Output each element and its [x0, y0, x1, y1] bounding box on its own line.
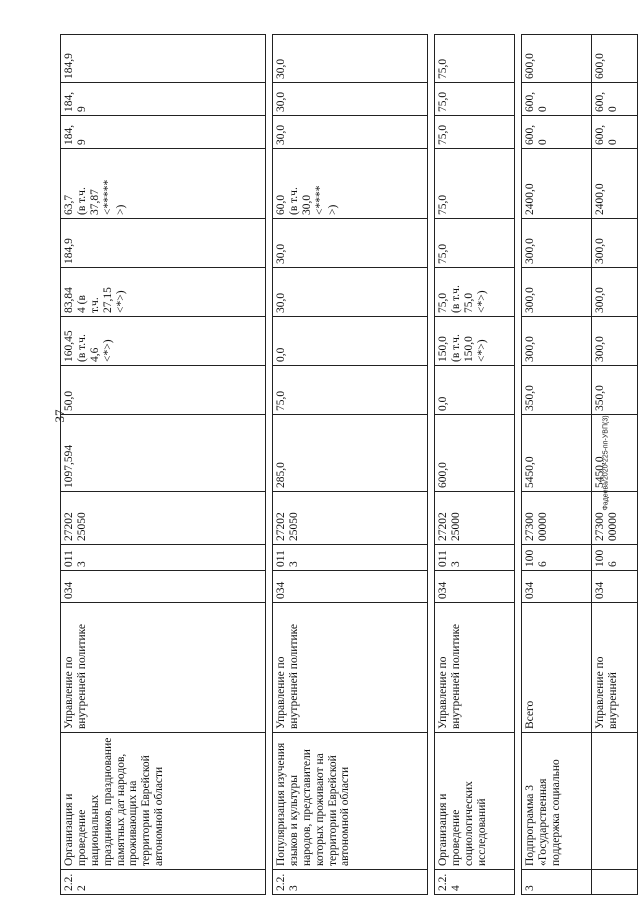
table-cell: 600, 0	[592, 116, 638, 149]
table-cell: 600,0	[522, 35, 592, 83]
table-cell: 600, 0	[522, 116, 592, 149]
table-cell: 184, 9	[61, 116, 266, 149]
table-cell: Организация и проведение национальных праздников, празднование памятных дат народов, проживающих на территории Еврейской автономной области	[61, 733, 266, 870]
table-cell: 300,0	[522, 219, 592, 268]
table-cell: 63,7 (в т.ч. 37,87 <***** >)	[61, 149, 266, 219]
separator-cell	[428, 35, 435, 895]
table-cell: 30,0	[273, 35, 428, 83]
table-cell: 184,9	[61, 219, 266, 268]
table-cell: 100 6	[592, 545, 638, 571]
table-cell: 300,0	[592, 317, 638, 366]
table-cell: 285,0	[273, 415, 428, 492]
footer-code: Фадеева/2020-225-пп-УВП(3)	[602, 414, 610, 511]
table-cell: Управление по внутренней политике	[435, 603, 515, 733]
table-cell: 50,0	[61, 366, 266, 415]
table-cell: 034	[592, 571, 638, 603]
table-cell: 2.2. 3	[273, 870, 428, 895]
separator-cell	[515, 35, 522, 895]
table-cell: 150,0 (в т.ч. 150,0 <*>)	[435, 317, 515, 366]
table-cell: Всего	[522, 603, 592, 733]
table-cell: 184,9	[61, 35, 266, 83]
table-cell: 30,0	[273, 268, 428, 317]
table-cell: 5450,0	[522, 415, 592, 492]
table-cell: Управление по внутренней политике	[273, 603, 428, 733]
table-cell: Организация и проведение социологических исследований	[435, 733, 515, 870]
table-cell: 100 6	[522, 545, 592, 571]
table-cell: 2400,0	[522, 149, 592, 219]
page-number: 37	[52, 409, 67, 423]
table-row	[435, 35, 515, 895]
row-separator	[515, 35, 522, 895]
table-cell: 30,0	[273, 116, 428, 149]
table-cell: 034	[435, 571, 515, 603]
table-row	[522, 35, 592, 895]
table-cell: 300,0	[592, 268, 638, 317]
table-cell: 2.2. 4	[435, 870, 515, 895]
table-row	[273, 35, 428, 895]
table-cell: 600,0	[592, 35, 638, 83]
table-cell: 350,0	[592, 366, 638, 415]
table-cell: 75,0	[273, 366, 428, 415]
table-cell: 600, 0	[592, 83, 638, 116]
table-cell: 1097,594	[61, 415, 266, 492]
table-cell: 75,0	[435, 35, 515, 83]
table-cell: 300,0	[522, 268, 592, 317]
footer	[596, 30, 616, 895]
table-cell: 011 3	[61, 545, 266, 571]
table-cell: 75,0	[435, 116, 515, 149]
table-cell: 2.2. 2	[61, 870, 266, 895]
table-cell: 27202 25050	[273, 492, 428, 545]
table-cell: 0,0	[273, 317, 428, 366]
table-cell: 2400,0	[592, 149, 638, 219]
row-separator	[266, 35, 273, 895]
table-cell: 600, 0	[522, 83, 592, 116]
table-row	[61, 35, 266, 895]
table-cell: 300,0	[522, 317, 592, 366]
table-cell: 27202 25050	[61, 492, 266, 545]
table-cell: 350,0	[522, 366, 592, 415]
table-cell: Управление по внутренней	[592, 603, 638, 733]
table-cell: Управление по внутренней политике	[61, 603, 266, 733]
table-cell: 75,0	[435, 219, 515, 268]
table-cell: 160,45 (в т.ч. 4,6 <*>)	[61, 317, 266, 366]
table-cell: 0,0	[435, 366, 515, 415]
table-cell: 75,0 (в т.ч. 75,0 <*>)	[435, 268, 515, 317]
table-cell: 034	[273, 571, 428, 603]
table-cell: 83,84 4 (в т.ч. 27,15 <*>)	[61, 268, 266, 317]
table-cell: 011 3	[273, 545, 428, 571]
table-cell: 60,0 (в т.ч. 30,0 <**** >)	[273, 149, 428, 219]
table-cell: 034	[61, 571, 266, 603]
table-cell: 600,0	[435, 415, 515, 492]
table-cell: 3	[522, 870, 592, 895]
table-cell: 300,0	[592, 219, 638, 268]
table-body	[61, 35, 638, 895]
table-cell: 27202 25000	[435, 492, 515, 545]
table-cell: 011 3	[435, 545, 515, 571]
table-cell: Популяризация изучения языков и культуры народов, представители которых проживают на территории Еврейской автономной области	[273, 733, 428, 870]
table-cell: 30,0	[273, 83, 428, 116]
separator-cell	[266, 35, 273, 895]
table-cell: 27300 00000	[592, 492, 638, 545]
row-separator	[428, 35, 435, 895]
table-cell: 30,0	[273, 219, 428, 268]
table-cell: 5450,0	[592, 415, 638, 492]
table-cell: 75,0	[435, 83, 515, 116]
table-cell: 034	[522, 571, 592, 603]
table-cell: 184, 9	[61, 83, 266, 116]
table-cell: 75,0	[435, 149, 515, 219]
table-cell: 27300 00000	[522, 492, 592, 545]
budget-table	[60, 34, 638, 895]
table-cell: Подпрограмма 3 «Государственная поддержка социально	[522, 733, 592, 870]
